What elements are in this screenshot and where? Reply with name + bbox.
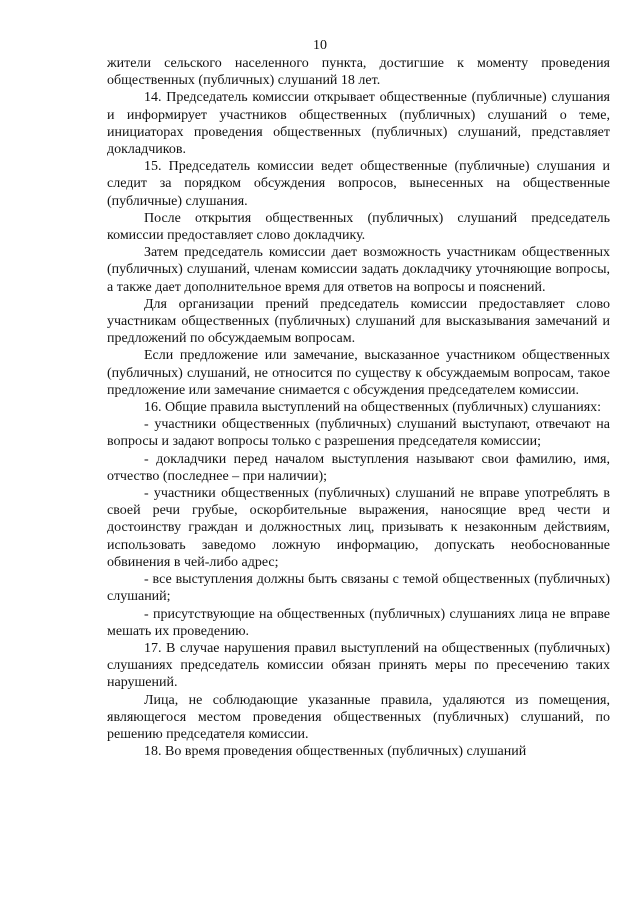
list-item: - все выступления должны быть связаны с темой общественных (публичных) слушаний; [107,572,610,605]
paragraph-continuation: жители сельского населенного пункта, достигшие к моменту проведения общественных (публичных) слушаний 18 лет. [107,56,610,89]
document-body [107,55,610,760]
paragraph-item-14: 14. Председатель комиссии открывает общественные (публичные) слушания и информирует участников общественных (публичных) слушаний о теме, инициаторах проведения общественных (публичных) слушаний, представляет докладчиков. [107,90,610,158]
paragraph-item-15: 15. Председатель комиссии ведет общественные (публичные) слушания и следит за порядком обсуждения вопросов, вынесенных на общественные (публичные) слушания. [107,159,610,209]
paragraph: Лица, не соблюдающие указанные правила, удаляются из помещения, являющегося местом проведения общественных (публичных) слушаний, по решению председателя комиссии. [107,692,610,742]
paragraph-item-17: 17. В случае нарушения правил выступлений на общественных (публичных) слушаниях председатель комиссии обязан принять меры по пресечению таких нарушений. [107,640,610,691]
paragraph: После открытия общественных (публичных) слушаний председатель комиссии предоставляет слово докладчику. [107,210,610,244]
list-item: - участники общественных (публичных) слушаний не вправе употреблять в своей речи грубые, оскорбительные выражения, наносящие вред чести и достоинству граждан и должностных лиц, призывать к незаконным действиям, использовать заведомо ложную информацию, допускать необоснованные обвинения в чей-либо адрес; [107,486,610,570]
page-number: 10 [313,38,327,53]
paragraph-item-18: 18. Во время проведения общественных (публичных) слушаний [144,744,527,760]
paragraph: Затем председатель комиссии дает возможность участникам общественных (публичных) слушаний, членам комиссии задать докладчику уточняющие вопросы, а также дает дополнительное время для ответов на вопросы и пояснений. [107,245,610,295]
list-item: - докладчики перед началом выступления называют свои фамилию, имя, отчество (последнее – при наличии); [107,451,610,484]
paragraph-item-16: 16. Общие правила выступлений на общественных (публичных) слушаниях: [144,400,602,416]
list-item: - участники общественных (публичных) слушаний выступают, отвечают на вопросы и задают вопросы только с разрешения председателя комиссии; [107,417,610,450]
list-item: - присутствующие на общественных (публичных) слушаниях лица не вправе мешать их проведению. [107,606,610,639]
paragraph: Если предложение или замечание, высказанное участником общественных (публичных) слушаний, не относится по существу к обсуждаемым вопросам, такое предложение или замечание снимается с обсуждения председателем комиссии. [107,348,610,398]
paragraph: Для организации прений председатель комиссии предоставляет слово участникам общественных (публичных) слушаний для высказывания замечаний и предложений по обсуждаемым вопросам. [107,296,610,347]
